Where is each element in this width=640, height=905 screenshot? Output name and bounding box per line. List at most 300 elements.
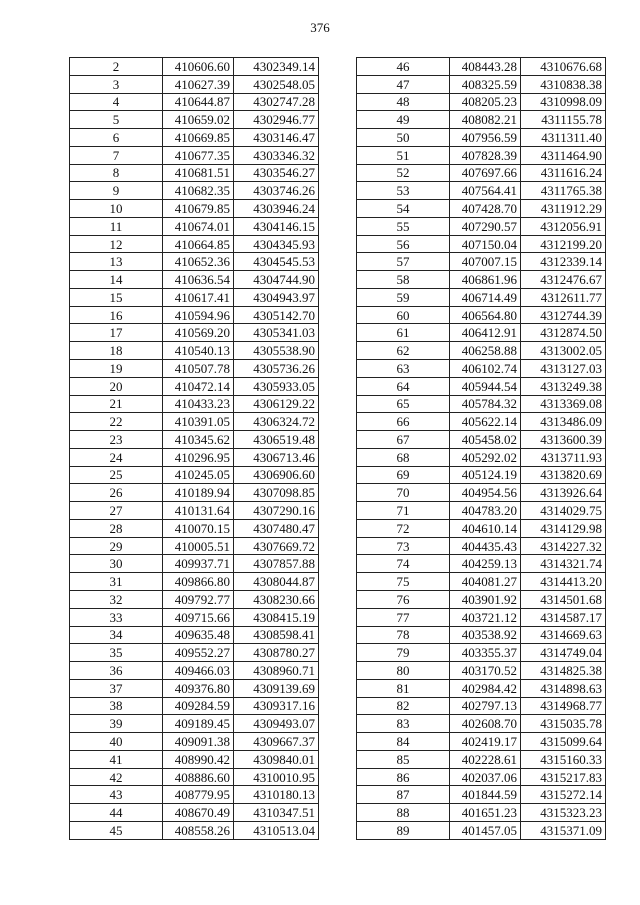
y-coordinate-cell: 4302946.77 xyxy=(234,111,319,129)
point-number-cell: 66 xyxy=(357,413,450,431)
y-coordinate-cell: 4314587.17 xyxy=(521,608,606,626)
point-number-cell: 79 xyxy=(357,644,450,662)
table-row xyxy=(70,484,319,502)
x-coordinate-cell: 410677.35 xyxy=(163,146,234,164)
y-coordinate-cell: 4312476.67 xyxy=(521,271,606,289)
point-number-cell: 22 xyxy=(70,413,163,431)
y-coordinate-cell: 4308044.87 xyxy=(234,573,319,591)
x-coordinate-cell: 408558.26 xyxy=(163,821,234,839)
x-coordinate-cell: 402608.70 xyxy=(450,715,521,733)
point-number-cell: 12 xyxy=(70,235,163,253)
point-number-cell: 6 xyxy=(70,129,163,147)
table-row xyxy=(70,164,319,182)
table-row xyxy=(70,573,319,591)
point-number-cell: 25 xyxy=(70,466,163,484)
table-row xyxy=(70,111,319,129)
y-coordinate-cell: 4312744.39 xyxy=(521,306,606,324)
table-row xyxy=(357,484,606,502)
table-row xyxy=(357,448,606,466)
table-row xyxy=(357,679,606,697)
x-coordinate-cell: 410391.05 xyxy=(163,413,234,431)
x-coordinate-cell: 409552.27 xyxy=(163,644,234,662)
table-row xyxy=(70,679,319,697)
table-row xyxy=(70,590,319,608)
x-coordinate-cell: 409189.45 xyxy=(163,715,234,733)
x-coordinate-cell: 405784.32 xyxy=(450,395,521,413)
table-row xyxy=(357,768,606,786)
point-number-cell: 67 xyxy=(357,431,450,449)
x-coordinate-cell: 410644.87 xyxy=(163,93,234,111)
y-coordinate-cell: 4313369.08 xyxy=(521,395,606,413)
table-row xyxy=(70,75,319,93)
table-row xyxy=(70,626,319,644)
y-coordinate-cell: 4313600.39 xyxy=(521,431,606,449)
x-coordinate-cell: 409284.59 xyxy=(163,697,234,715)
x-coordinate-cell: 404954.56 xyxy=(450,484,521,502)
table-row xyxy=(70,129,319,147)
x-coordinate-cell: 407697.66 xyxy=(450,164,521,182)
table-row xyxy=(357,502,606,520)
y-coordinate-cell: 4309667.37 xyxy=(234,733,319,751)
table-row xyxy=(357,111,606,129)
point-number-cell: 14 xyxy=(70,271,163,289)
x-coordinate-cell: 403901.92 xyxy=(450,590,521,608)
y-coordinate-cell: 4313820.69 xyxy=(521,466,606,484)
table-row xyxy=(357,395,606,413)
y-coordinate-cell: 4310010.95 xyxy=(234,768,319,786)
point-number-cell: 47 xyxy=(357,75,450,93)
y-coordinate-cell: 4313127.03 xyxy=(521,360,606,378)
x-coordinate-cell: 410245.05 xyxy=(163,466,234,484)
x-coordinate-cell: 409635.48 xyxy=(163,626,234,644)
x-coordinate-cell: 409466.03 xyxy=(163,662,234,680)
table-row xyxy=(70,733,319,751)
x-coordinate-cell: 405292.02 xyxy=(450,448,521,466)
y-coordinate-cell: 4311912.29 xyxy=(521,200,606,218)
x-coordinate-cell: 403355.37 xyxy=(450,644,521,662)
table-row xyxy=(70,306,319,324)
table-row xyxy=(70,466,319,484)
table-row xyxy=(357,377,606,395)
table-row xyxy=(357,733,606,751)
y-coordinate-cell: 4315272.14 xyxy=(521,786,606,804)
y-coordinate-cell: 4315160.33 xyxy=(521,750,606,768)
table-row xyxy=(70,715,319,733)
x-coordinate-cell: 407150.04 xyxy=(450,235,521,253)
y-coordinate-cell: 4313711.93 xyxy=(521,448,606,466)
table-row xyxy=(357,590,606,608)
y-coordinate-cell: 4313926.64 xyxy=(521,484,606,502)
table-row xyxy=(357,271,606,289)
y-coordinate-cell: 4309317.16 xyxy=(234,697,319,715)
y-coordinate-cell: 4302548.05 xyxy=(234,75,319,93)
y-coordinate-cell: 4309840.01 xyxy=(234,750,319,768)
x-coordinate-cell: 402037.06 xyxy=(450,768,521,786)
table-row xyxy=(357,324,606,342)
point-number-cell: 21 xyxy=(70,395,163,413)
x-coordinate-cell: 409715.66 xyxy=(163,608,234,626)
point-number-cell: 15 xyxy=(70,288,163,306)
y-coordinate-cell: 4314669.63 xyxy=(521,626,606,644)
table-row xyxy=(70,750,319,768)
point-number-cell: 9 xyxy=(70,182,163,200)
point-number-cell: 89 xyxy=(357,821,450,839)
x-coordinate-cell: 406412.91 xyxy=(450,324,521,342)
x-coordinate-cell: 405124.19 xyxy=(450,466,521,484)
y-coordinate-cell: 4309139.69 xyxy=(234,679,319,697)
y-coordinate-cell: 4314825.38 xyxy=(521,662,606,680)
x-coordinate-cell: 404435.43 xyxy=(450,537,521,555)
point-number-cell: 49 xyxy=(357,111,450,129)
y-coordinate-cell: 4312056.91 xyxy=(521,217,606,235)
point-number-cell: 61 xyxy=(357,324,450,342)
x-coordinate-cell: 403170.52 xyxy=(450,662,521,680)
point-number-cell: 45 xyxy=(70,821,163,839)
x-coordinate-cell: 410070.15 xyxy=(163,519,234,537)
y-coordinate-cell: 4303946.24 xyxy=(234,200,319,218)
table-row xyxy=(70,200,319,218)
point-number-cell: 70 xyxy=(357,484,450,502)
table-row xyxy=(357,58,606,76)
y-coordinate-cell: 4306324.72 xyxy=(234,413,319,431)
x-coordinate-cell: 409937.71 xyxy=(163,555,234,573)
x-coordinate-cell: 410569.20 xyxy=(163,324,234,342)
point-number-cell: 38 xyxy=(70,697,163,715)
y-coordinate-cell: 4306713.46 xyxy=(234,448,319,466)
x-coordinate-cell: 406861.96 xyxy=(450,271,521,289)
y-coordinate-cell: 4307857.88 xyxy=(234,555,319,573)
y-coordinate-cell: 4313002.05 xyxy=(521,342,606,360)
x-coordinate-cell: 410682.35 xyxy=(163,182,234,200)
table-row xyxy=(70,431,319,449)
y-coordinate-cell: 4307098.85 xyxy=(234,484,319,502)
table-row xyxy=(70,377,319,395)
coordinates-table-left xyxy=(69,57,319,840)
point-number-cell: 32 xyxy=(70,590,163,608)
x-coordinate-cell: 402228.61 xyxy=(450,750,521,768)
y-coordinate-cell: 4311464.90 xyxy=(521,146,606,164)
table-row xyxy=(70,324,319,342)
y-coordinate-cell: 4306906.60 xyxy=(234,466,319,484)
point-number-cell: 7 xyxy=(70,146,163,164)
point-number-cell: 77 xyxy=(357,608,450,626)
x-coordinate-cell: 402797.13 xyxy=(450,697,521,715)
y-coordinate-cell: 4315323.23 xyxy=(521,804,606,822)
x-coordinate-cell: 410669.85 xyxy=(163,129,234,147)
x-coordinate-cell: 407564.41 xyxy=(450,182,521,200)
point-number-cell: 16 xyxy=(70,306,163,324)
y-coordinate-cell: 4304943.97 xyxy=(234,288,319,306)
point-number-cell: 8 xyxy=(70,164,163,182)
table-row xyxy=(70,502,319,520)
table-row xyxy=(70,342,319,360)
point-number-cell: 58 xyxy=(357,271,450,289)
y-coordinate-cell: 4315035.78 xyxy=(521,715,606,733)
table-row xyxy=(357,93,606,111)
y-coordinate-cell: 4307290.16 xyxy=(234,502,319,520)
y-coordinate-cell: 4305933.05 xyxy=(234,377,319,395)
x-coordinate-cell: 408325.59 xyxy=(450,75,521,93)
table-row xyxy=(357,235,606,253)
x-coordinate-cell: 405622.14 xyxy=(450,413,521,431)
point-number-cell: 18 xyxy=(70,342,163,360)
y-coordinate-cell: 4304744.90 xyxy=(234,271,319,289)
point-number-cell: 44 xyxy=(70,804,163,822)
table-row xyxy=(357,662,606,680)
point-number-cell: 83 xyxy=(357,715,450,733)
x-coordinate-cell: 410652.36 xyxy=(163,253,234,271)
table-row xyxy=(70,146,319,164)
table-row xyxy=(357,431,606,449)
table-row xyxy=(357,253,606,271)
point-number-cell: 48 xyxy=(357,93,450,111)
table-row xyxy=(70,608,319,626)
table-row xyxy=(357,786,606,804)
table-row xyxy=(357,626,606,644)
y-coordinate-cell: 4314898.63 xyxy=(521,679,606,697)
point-number-cell: 73 xyxy=(357,537,450,555)
x-coordinate-cell: 410674.01 xyxy=(163,217,234,235)
point-number-cell: 59 xyxy=(357,288,450,306)
y-coordinate-cell: 4310180.13 xyxy=(234,786,319,804)
y-coordinate-cell: 4311311.40 xyxy=(521,129,606,147)
x-coordinate-cell: 406258.88 xyxy=(450,342,521,360)
y-coordinate-cell: 4307669.72 xyxy=(234,537,319,555)
table-row xyxy=(357,608,606,626)
table-row xyxy=(357,342,606,360)
point-number-cell: 27 xyxy=(70,502,163,520)
x-coordinate-cell: 409376.80 xyxy=(163,679,234,697)
x-coordinate-cell: 404610.14 xyxy=(450,519,521,537)
table-row xyxy=(357,306,606,324)
point-number-cell: 86 xyxy=(357,768,450,786)
y-coordinate-cell: 4303146.47 xyxy=(234,129,319,147)
point-number-cell: 20 xyxy=(70,377,163,395)
table-row xyxy=(70,821,319,839)
y-coordinate-cell: 4309493.07 xyxy=(234,715,319,733)
y-coordinate-cell: 4312339.14 xyxy=(521,253,606,271)
y-coordinate-cell: 4315217.83 xyxy=(521,768,606,786)
y-coordinate-cell: 4308960.71 xyxy=(234,662,319,680)
x-coordinate-cell: 410189.94 xyxy=(163,484,234,502)
x-coordinate-cell: 401457.05 xyxy=(450,821,521,839)
y-coordinate-cell: 4306519.48 xyxy=(234,431,319,449)
point-number-cell: 87 xyxy=(357,786,450,804)
y-coordinate-cell: 4315099.64 xyxy=(521,733,606,751)
table-row xyxy=(70,644,319,662)
x-coordinate-cell: 410659.02 xyxy=(163,111,234,129)
y-coordinate-cell: 4313486.09 xyxy=(521,413,606,431)
x-coordinate-cell: 409091.38 xyxy=(163,733,234,751)
table-row xyxy=(70,662,319,680)
point-number-cell: 50 xyxy=(357,129,450,147)
point-number-cell: 71 xyxy=(357,502,450,520)
x-coordinate-cell: 410664.85 xyxy=(163,235,234,253)
point-number-cell: 28 xyxy=(70,519,163,537)
x-coordinate-cell: 404081.27 xyxy=(450,573,521,591)
y-coordinate-cell: 4314029.75 xyxy=(521,502,606,520)
point-number-cell: 75 xyxy=(357,573,450,591)
table-row xyxy=(357,573,606,591)
y-coordinate-cell: 4311765.38 xyxy=(521,182,606,200)
y-coordinate-cell: 4308415.19 xyxy=(234,608,319,626)
table-row xyxy=(70,555,319,573)
table-row xyxy=(357,129,606,147)
point-number-cell: 30 xyxy=(70,555,163,573)
x-coordinate-cell: 401651.23 xyxy=(450,804,521,822)
y-coordinate-cell: 4304146.15 xyxy=(234,217,319,235)
point-number-cell: 54 xyxy=(357,200,450,218)
point-number-cell: 74 xyxy=(357,555,450,573)
point-number-cell: 39 xyxy=(70,715,163,733)
x-coordinate-cell: 407428.70 xyxy=(450,200,521,218)
table-row xyxy=(70,448,319,466)
x-coordinate-cell: 409866.80 xyxy=(163,573,234,591)
x-coordinate-cell: 410296.95 xyxy=(163,448,234,466)
y-coordinate-cell: 4308780.27 xyxy=(234,644,319,662)
x-coordinate-cell: 406714.49 xyxy=(450,288,521,306)
point-number-cell: 3 xyxy=(70,75,163,93)
x-coordinate-cell: 410681.51 xyxy=(163,164,234,182)
point-number-cell: 33 xyxy=(70,608,163,626)
table-row xyxy=(357,164,606,182)
y-coordinate-cell: 4314129.98 xyxy=(521,519,606,537)
x-coordinate-cell: 407956.59 xyxy=(450,129,521,147)
x-coordinate-cell: 404783.20 xyxy=(450,502,521,520)
point-number-cell: 84 xyxy=(357,733,450,751)
point-number-cell: 62 xyxy=(357,342,450,360)
x-coordinate-cell: 407007.15 xyxy=(450,253,521,271)
point-number-cell: 41 xyxy=(70,750,163,768)
table-row xyxy=(70,93,319,111)
y-coordinate-cell: 4314501.68 xyxy=(521,590,606,608)
y-coordinate-cell: 4302747.28 xyxy=(234,93,319,111)
x-coordinate-cell: 408082.21 xyxy=(450,111,521,129)
point-number-cell: 24 xyxy=(70,448,163,466)
point-number-cell: 10 xyxy=(70,200,163,218)
y-coordinate-cell: 4305142.70 xyxy=(234,306,319,324)
y-coordinate-cell: 4302349.14 xyxy=(234,58,319,76)
table-row xyxy=(70,804,319,822)
point-number-cell: 68 xyxy=(357,448,450,466)
point-number-cell: 57 xyxy=(357,253,450,271)
point-number-cell: 34 xyxy=(70,626,163,644)
x-coordinate-cell: 404259.13 xyxy=(450,555,521,573)
x-coordinate-cell: 405458.02 xyxy=(450,431,521,449)
table-row xyxy=(357,217,606,235)
table-row xyxy=(357,750,606,768)
point-number-cell: 42 xyxy=(70,768,163,786)
y-coordinate-cell: 4314968.77 xyxy=(521,697,606,715)
x-coordinate-cell: 410627.39 xyxy=(163,75,234,93)
y-coordinate-cell: 4305736.26 xyxy=(234,360,319,378)
x-coordinate-cell: 408990.42 xyxy=(163,750,234,768)
point-number-cell: 40 xyxy=(70,733,163,751)
point-number-cell: 82 xyxy=(357,697,450,715)
x-coordinate-cell: 403721.12 xyxy=(450,608,521,626)
y-coordinate-cell: 4305538.90 xyxy=(234,342,319,360)
x-coordinate-cell: 410617.41 xyxy=(163,288,234,306)
table-row xyxy=(357,555,606,573)
point-number-cell: 81 xyxy=(357,679,450,697)
table-row xyxy=(357,466,606,484)
point-number-cell: 85 xyxy=(357,750,450,768)
point-number-cell: 36 xyxy=(70,662,163,680)
x-coordinate-cell: 408886.60 xyxy=(163,768,234,786)
table-row xyxy=(70,519,319,537)
x-coordinate-cell: 410606.60 xyxy=(163,58,234,76)
x-coordinate-cell: 401844.59 xyxy=(450,786,521,804)
table-row xyxy=(70,58,319,76)
point-number-cell: 56 xyxy=(357,235,450,253)
table-row xyxy=(357,146,606,164)
x-coordinate-cell: 410507.78 xyxy=(163,360,234,378)
table-row xyxy=(70,182,319,200)
x-coordinate-cell: 406564.80 xyxy=(450,306,521,324)
x-coordinate-cell: 410594.96 xyxy=(163,306,234,324)
y-coordinate-cell: 4304345.93 xyxy=(234,235,319,253)
point-number-cell: 65 xyxy=(357,395,450,413)
point-number-cell: 76 xyxy=(357,590,450,608)
table-row xyxy=(357,75,606,93)
x-coordinate-cell: 410472.14 xyxy=(163,377,234,395)
table-row xyxy=(70,235,319,253)
x-coordinate-cell: 402984.42 xyxy=(450,679,521,697)
x-coordinate-cell: 406102.74 xyxy=(450,360,521,378)
x-coordinate-cell: 410679.85 xyxy=(163,200,234,218)
point-number-cell: 19 xyxy=(70,360,163,378)
point-number-cell: 51 xyxy=(357,146,450,164)
point-number-cell: 55 xyxy=(357,217,450,235)
y-coordinate-cell: 4310513.04 xyxy=(234,821,319,839)
y-coordinate-cell: 4310676.68 xyxy=(521,58,606,76)
x-coordinate-cell: 405944.54 xyxy=(450,377,521,395)
point-number-cell: 60 xyxy=(357,306,450,324)
y-coordinate-cell: 4314413.20 xyxy=(521,573,606,591)
y-coordinate-cell: 4307480.47 xyxy=(234,519,319,537)
x-coordinate-cell: 410131.64 xyxy=(163,502,234,520)
coordinates-table-body xyxy=(70,58,319,840)
point-number-cell: 2 xyxy=(70,58,163,76)
x-coordinate-cell: 410433.23 xyxy=(163,395,234,413)
table-row xyxy=(357,182,606,200)
point-number-cell: 52 xyxy=(357,164,450,182)
x-coordinate-cell: 407290.57 xyxy=(450,217,521,235)
point-number-cell: 31 xyxy=(70,573,163,591)
table-row xyxy=(70,697,319,715)
y-coordinate-cell: 4308598.41 xyxy=(234,626,319,644)
table-row xyxy=(357,360,606,378)
y-coordinate-cell: 4312199.20 xyxy=(521,235,606,253)
point-number-cell: 5 xyxy=(70,111,163,129)
table-row xyxy=(357,519,606,537)
table-row xyxy=(357,697,606,715)
x-coordinate-cell: 410005.51 xyxy=(163,537,234,555)
table-row xyxy=(357,200,606,218)
point-number-cell: 13 xyxy=(70,253,163,271)
y-coordinate-cell: 4310347.51 xyxy=(234,804,319,822)
point-number-cell: 29 xyxy=(70,537,163,555)
coordinates-table-right xyxy=(356,57,606,840)
point-number-cell: 43 xyxy=(70,786,163,804)
point-number-cell: 23 xyxy=(70,431,163,449)
point-number-cell: 64 xyxy=(357,377,450,395)
y-coordinate-cell: 4312874.50 xyxy=(521,324,606,342)
x-coordinate-cell: 408443.28 xyxy=(450,58,521,76)
y-coordinate-cell: 4314321.74 xyxy=(521,555,606,573)
y-coordinate-cell: 4310838.38 xyxy=(521,75,606,93)
x-coordinate-cell: 408205.23 xyxy=(450,93,521,111)
